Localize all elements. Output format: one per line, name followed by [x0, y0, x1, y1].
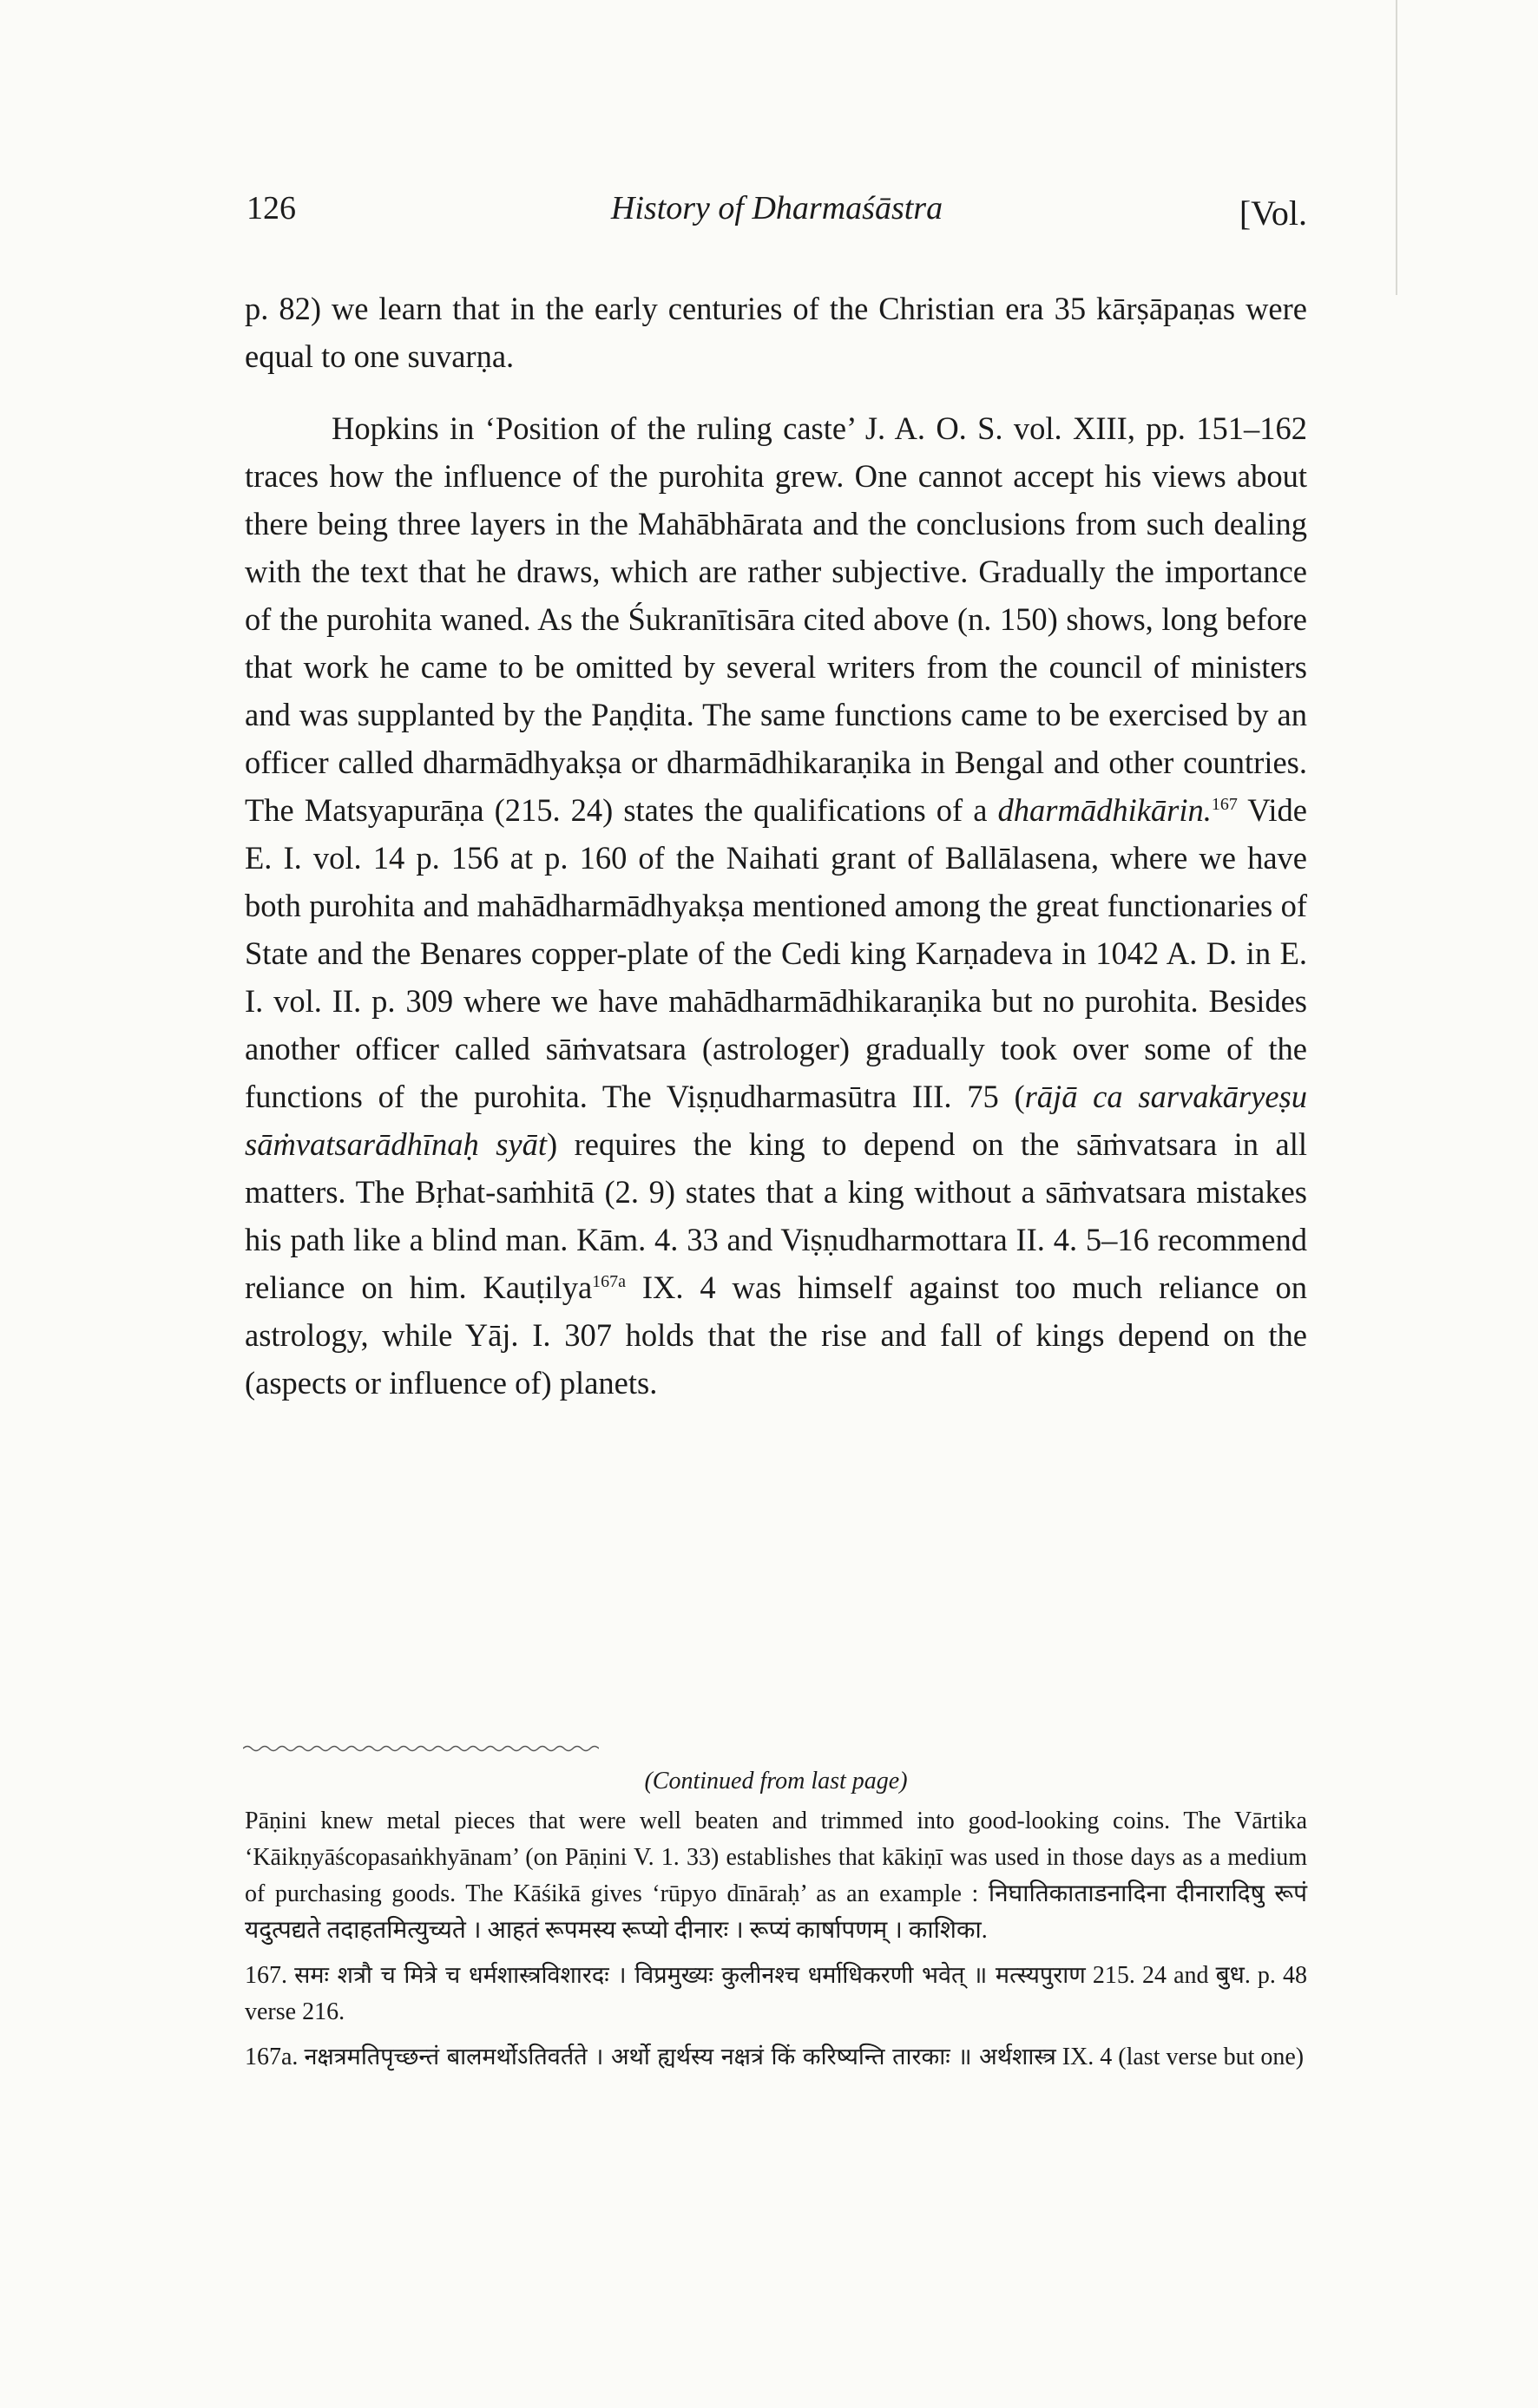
paragraph-2-text-a: Hopkins in ‘Position of the ruling caste’ J. A. O. S. vol. XIII, pp. 151–162 traces how the influence of the purohita grew. One cannot accept his views about there being three layers in the Mahābhārata and the conclusions from such dealing with the text that he draws, which are rather subjective. Gradually the importance of the purohita waned. As the Śukranītisāra cited above (n. 150) shows, long before that work he came to be omitted by several writers from the council of ministers and was supplanted by the Paṇḍita. The same functions came to be exercised by an officer called dharmādhyakṣa or dharmādhikaraṇika in Bengal and other countries. The Matsyapurāṇa (215. 24) states the qualifications of a: [245, 410, 1307, 828]
running-header: [246, 189, 1307, 241]
paragraph-2-text-d: IX. 4 was himself against too much reliance on astrology, while Yāj. I. 307 holds that the rise and fall of kings depend on the (aspects or influence of) planets.: [245, 1270, 1308, 1401]
paragraph-1: p. 82) we learn that in the early centuries of the Christian era 35 kārṣāpaṇas were equal to one suvarṇa.: [245, 291, 1307, 374]
footnote-167-number: 167.: [245, 1962, 287, 1989]
footnote-divider: [243, 1742, 599, 1755]
footnote-167: [245, 1958, 1307, 2031]
footnote-167a-reference: IX. 4 (last verse but one): [1061, 2044, 1305, 2070]
continued-footnote: [245, 1803, 1307, 1949]
footnote-167-reference: 215. 24 and बुध. p. 48 verse 216.: [245, 1962, 1308, 2025]
footnote-167a-devanagari: नक्षत्रमतिपृच्छन्तं बालमर्थोऽतिवर्तते । अर्थो ह्यर्थस्य नक्षत्रं किं करिष्यन्ति तारकाः ॥ अर्थशास्त्र: [304, 2044, 1056, 2070]
footnote-ref-167[interactable]: 167: [1211, 794, 1238, 814]
continued-footnote-latin: Pāṇini knew metal pieces that were well beaten and trimmed into good-looking coins. The Vārtika ‘Kāikṇyāścopasaṅkhyānam’ (on Pāṇini V. 1. 33) establishes that kākiṇī was used in those days as a medium of purchasing goods. The Kāśikā gives ‘rūpyo dīnāraḥ’ as an example :: [245, 1808, 1307, 1907]
italic-term-dharmadhikarin: dharmādhikārin.: [997, 792, 1212, 828]
page-number: 126: [246, 190, 296, 226]
scan-edge-line: [1396, 0, 1397, 295]
footnotes: [245, 1763, 1307, 2076]
footnote-167a-number: 167a.: [245, 2044, 299, 2070]
paragraph-2-text-c: ) requires the king to depend on the sāṁvatsara in all matters. The Bṛhat-saṁhitā (2. 9) states that a king without a sāṁvatsara mistakes his path like a blind man. Kām. 4. 33 and Viṣṇudharmottara II. 4. 5–16 recommend reliance on him. Kauṭilya: [245, 1126, 1307, 1305]
volume-label: [Vol.: [1239, 194, 1307, 233]
main-text: [245, 285, 1307, 1407]
footnote-ref-167a[interactable]: 167a: [592, 1271, 627, 1291]
continued-from-last-page: (Continued from last page): [644, 1768, 908, 1795]
paragraph-2: [245, 404, 1307, 1407]
continued-footnote-devanagari: निघातिकाताडनादिना दीनारादिषु रूपं यदुत्पद्यते तदाहतमित्युच्यते । आहतं रूपमस्य रूप्यो दीनारः । रूप्यं कार्षापणम् । काशिका.: [245, 1880, 1308, 1944]
footnote-167-devanagari: समः शत्रौ च मित्रे च धर्मशास्त्रविशारदः । विप्रमुख्यः कुलीनश्च धर्माधिकरणी भवेत् ॥ मत्स्यपुराण: [294, 1962, 1086, 1989]
footnote-167a: [245, 2039, 1307, 2076]
italic-quote-vishnudharmasutra: rājā ca sarvakāryeṣu sāṁvatsarādhīnaḥ syāt: [245, 1079, 1307, 1162]
running-title: History of Dharmaśāstra: [610, 190, 943, 226]
paragraph-2-text-b: Vide E. I. vol. 14 p. 156 at p. 160 of the Naihati grant of Ballālasena, where we have both purohita and mahādharmādhyakṣa mentioned among the great functionaries of State and the Benares copper-plate of the Cedi king Karṇadeva in 1042 A. D. in E. I. vol. II. p. 309 where we have mahādharmādhikaraṇika but no purohita. Besides another officer called sāṁvatsara (astrologer) gradually took over some of the functions of the purohita. The Viṣṇudharmasūtra III. 75 (: [245, 792, 1308, 1114]
